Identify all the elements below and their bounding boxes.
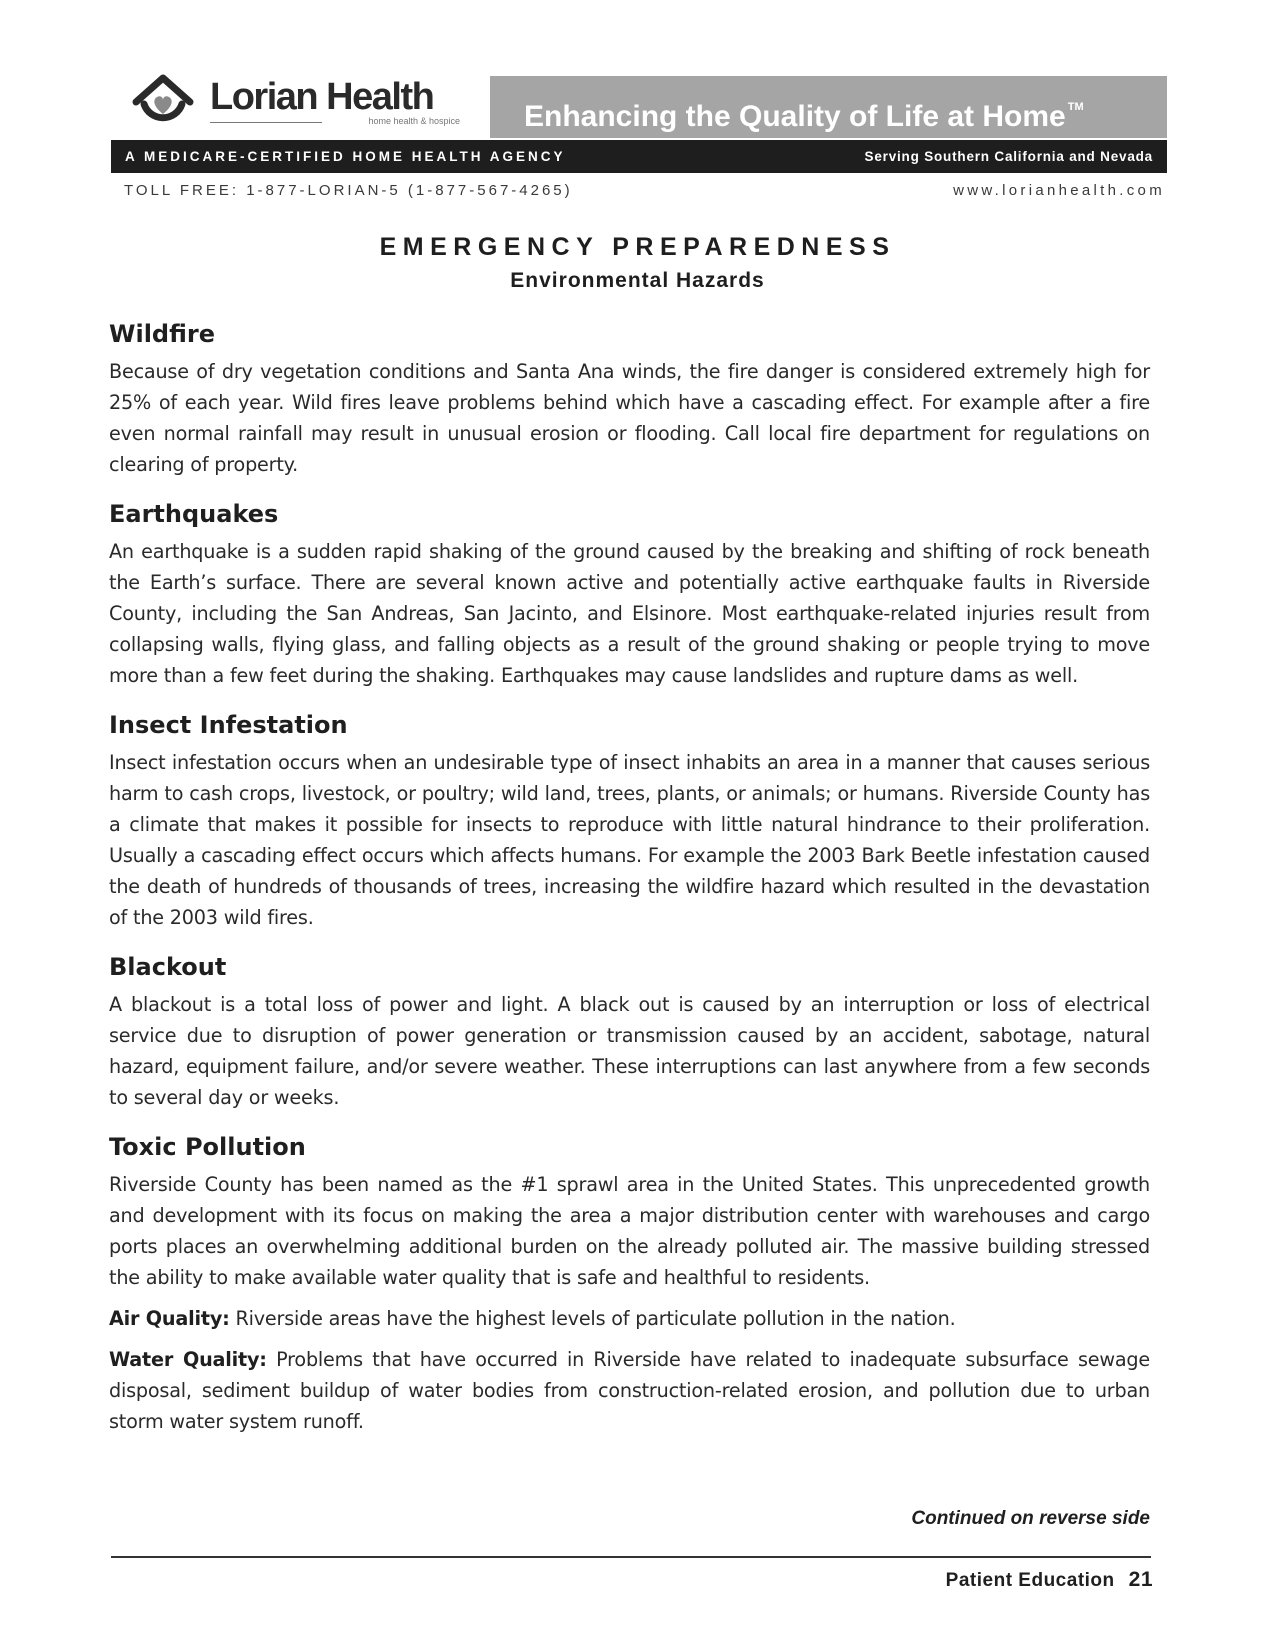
logo <box>130 72 490 142</box>
section-heading: Earthquakes <box>109 500 279 528</box>
air-quality-paragraph <box>109 1303 1150 1334</box>
section-earthquakes <box>109 498 1150 691</box>
page-footer <box>946 1568 1153 1592</box>
air-quality-text: Riverside areas have the highest levels of particulate pollution in the nation. <box>229 1307 956 1330</box>
brand-divider <box>210 122 322 123</box>
section-text: Because of dry vegetation conditions and Santa Ana winds, the fire danger is considered extremely high for 25% of each year. Wild fires leave problems behind which have a cascading effect. For example after a fire even normal rainfall may result in unusual erosion or flooding. Call local fire department for regulations on clearing of property. <box>109 360 1150 476</box>
section-heading: Insect Infestation <box>109 711 348 739</box>
website-link[interactable]: www.lorianhealth.com <box>953 182 1165 199</box>
section-heading: Blackout <box>109 953 227 981</box>
section-text: An earthquake is a sudden rapid shaking of the ground caused by the breaking and shifting of rock beneath the Earth’s surface. There are several known active and potentially active earthquake faults in Riverside County, including the San Andreas, San Jacinto, and Elsinore. Most earthquake-related injuries result from collapsing walls, flying glass, and falling objects as a result of the ground shaking or people trying to move more than a few feet during the shaking. Earthquakes may cause landslides and rupture dams as well. <box>109 540 1150 687</box>
trademark: TM <box>1067 101 1084 113</box>
section-text: A blackout is a total loss of power and light. A black out is caused by an interruption or loss of electrical service due to disruption of power generation or transmission caused by an accident, sabotage, natural hazard, equipment failure, and/or severe weather. These interruptions can last anywhere from a few seconds to several day or weeks. <box>109 993 1150 1109</box>
section-blackout <box>109 951 1150 1113</box>
agency-label: A MEDICARE-CERTIFIED HOME HEALTH AGENCY <box>125 149 566 164</box>
section-heading: Wildfire <box>109 320 216 348</box>
toll-free-number: TOLL FREE: 1-877-LORIAN-5 (1-877-567-4265) <box>124 182 573 199</box>
water-quality-text: Problems that have occurred in Riverside have related to inadequate subsurface sewage disposal, sediment buildup of water bodies from construction-related erosion, and pollution due to urban storm water system runoff. <box>109 1348 1150 1433</box>
agency-bar <box>111 140 1167 173</box>
page-title: EMERGENCY PREPAREDNESS <box>379 233 896 261</box>
air-quality-label: Air Quality: <box>109 1307 230 1330</box>
section-insect-infestation <box>109 709 1150 933</box>
slogan-banner <box>490 76 1167 138</box>
water-quality-label: Water Quality: <box>109 1348 267 1371</box>
brand-tagline: home health & hospice <box>368 116 460 126</box>
slogan: Enhancing the Quality of Life at Home <box>524 100 1066 133</box>
section-text: Riverside County has been named as the #1 sprawl area in the United States. This unprecedented growth and development with its focus on making the area a major distribution center with warehouses and cargo ports places an overwhelming additional burden on the already polluted air. The massive building stressed the ability to make available water quality that is safe and healthful to residents. <box>109 1173 1150 1289</box>
document-body <box>109 318 1150 1447</box>
footer-divider <box>111 1556 1151 1558</box>
section-text: Insect infestation occurs when an undesirable type of insect inhabits an area in a manner that causes serious harm to cash crops, livestock, or poultry; wild land, trees, plants, or animals; or humans. Riverside County has a climate that makes it possible for insects to reproduce with little natural hindrance to their proliferation. Usually a cascading effect occurs which affects humans. For example the 2003 Bark Beetle infestation caused the death of hundreds of thousands of trees, increasing the wildfire hazard which resulted in the devastation of the 2003 wild fires. <box>109 751 1150 929</box>
page-subtitle: Environmental Hazards <box>510 269 765 292</box>
section-wildfire <box>109 318 1150 480</box>
continued-note: Continued on reverse side <box>911 1508 1150 1529</box>
house-heart-icon <box>130 72 196 138</box>
footer-label: Patient Education <box>945 1570 1115 1591</box>
section-heading: Toxic Pollution <box>109 1133 306 1161</box>
water-quality-paragraph <box>109 1344 1150 1437</box>
service-area: Serving Southern California and Nevada <box>864 149 1153 164</box>
brand-name: Lorian Health <box>210 76 434 118</box>
section-toxic-pollution <box>109 1131 1150 1293</box>
page-number: 21 <box>1128 1568 1153 1591</box>
